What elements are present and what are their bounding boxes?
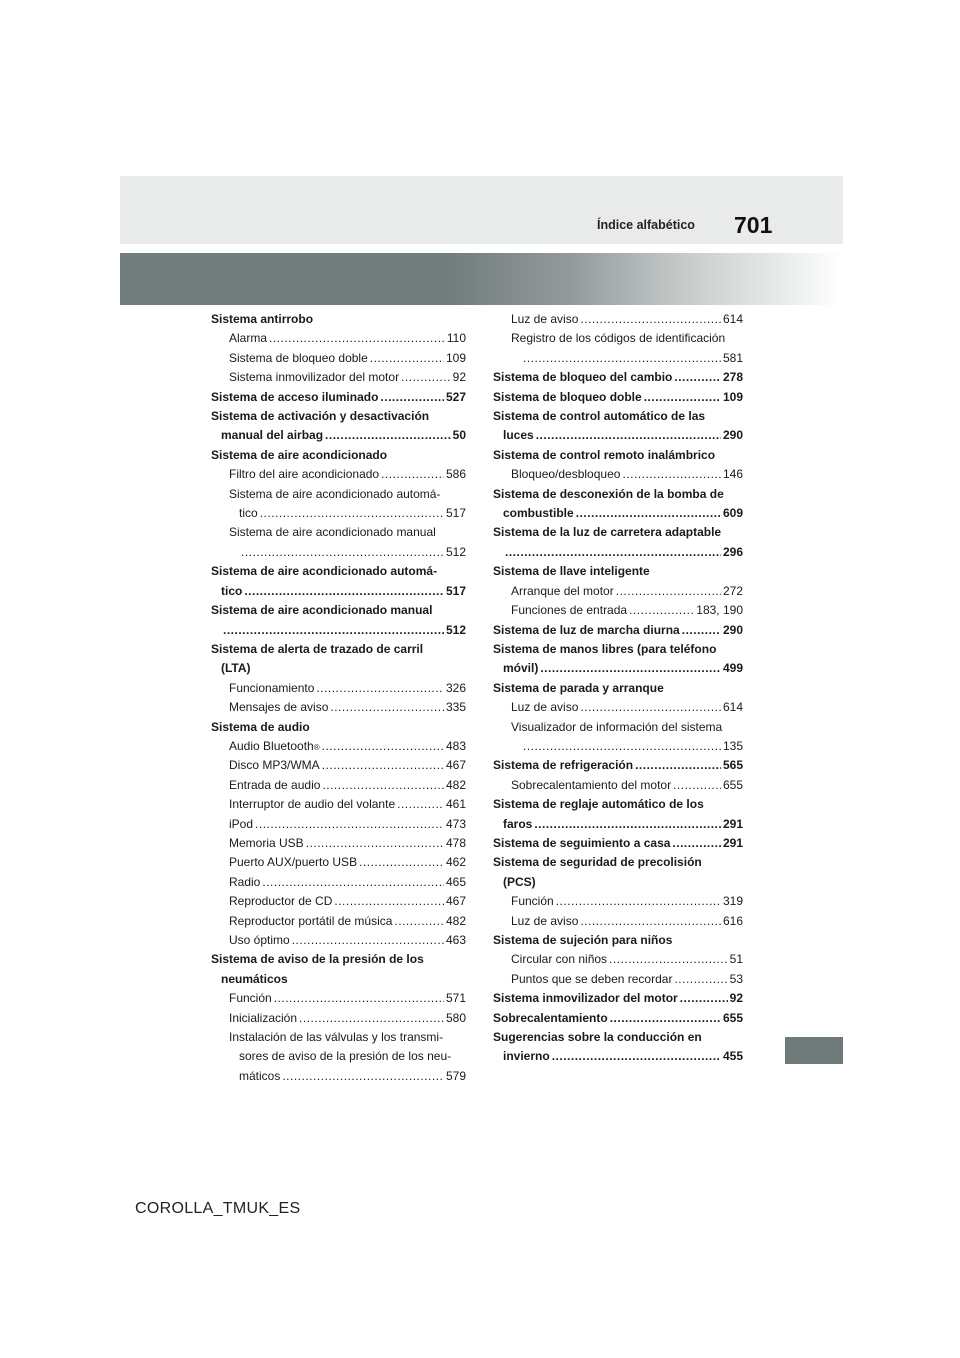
entry-text: Sistema de la luz de carretera adaptable	[493, 525, 722, 540]
dot-leader	[381, 465, 444, 484]
page-reference: 50	[452, 428, 466, 443]
page-reference: 655	[722, 777, 743, 792]
entry-text: Sistema de seguimiento a casa	[493, 835, 671, 850]
index-subentry	[493, 310, 743, 329]
entry-text: tico	[239, 506, 258, 521]
index-entry	[493, 621, 743, 640]
index-subentry	[493, 698, 743, 717]
entry-text: Sistema de bloqueo doble	[229, 350, 368, 365]
page-reference: 135	[722, 738, 743, 753]
page-reference: 517	[445, 506, 466, 521]
index-subentry: Audio Bluetooth ® ..... 483	[211, 737, 466, 756]
page-reference: 92	[452, 370, 466, 385]
page-reference: 291	[722, 835, 743, 850]
page-reference: 296	[722, 544, 743, 559]
entry-text: Audio Bluetooth	[229, 738, 314, 753]
page-reference: 517	[445, 583, 466, 598]
entry-text: Función	[229, 991, 272, 1006]
dot-leader	[316, 679, 444, 698]
dot-leader	[505, 543, 721, 562]
entry-text: Sistema de luz de marcha diurna	[493, 622, 680, 637]
page-reference: 581	[722, 350, 743, 365]
index-entry	[211, 950, 466, 989]
page-reference: 110	[446, 331, 466, 346]
index-subentry	[211, 931, 466, 950]
dot-leader	[635, 756, 721, 775]
index-subentry	[211, 368, 466, 387]
entry-text: Uso óptimo	[229, 933, 290, 947]
page-reference: 565	[722, 758, 743, 773]
entry-text: máticos	[239, 1068, 281, 1083]
index-subentry	[211, 1009, 466, 1028]
entry-text: Sistema de llave inteligente	[493, 564, 650, 579]
index-subentry	[493, 465, 743, 484]
page-reference: 614	[722, 700, 743, 715]
page-reference: 580	[445, 1010, 466, 1025]
entry-text: Sistema de refrigeración	[493, 758, 634, 773]
index-entry	[211, 310, 466, 329]
entry-text: móvil)	[503, 661, 539, 676]
entry-text: luces	[503, 428, 534, 443]
entry-text: Interruptor de audio del volante	[229, 797, 396, 812]
entry-text: neumáticos	[221, 971, 288, 986]
dot-leader	[673, 776, 721, 795]
entry-text: Filtro del aire acondicionado	[229, 467, 380, 482]
entry-text: Sistema de aire acondicionado automá-	[229, 486, 441, 501]
index-subentry	[211, 834, 466, 853]
entry-text: Luz de aviso	[511, 913, 579, 928]
page-reference: 478	[445, 835, 466, 850]
document-code: COROLLA_TMUK_ES	[135, 1200, 301, 1217]
entry-text: Sobrecalentamiento	[493, 1010, 608, 1025]
dot-leader	[401, 368, 451, 387]
entry-text: Sistema antirrobo	[211, 312, 314, 326]
entry-text: Luz de aviso	[511, 700, 579, 715]
entry-text: Sistema de control remoto inalámbrico	[493, 447, 716, 462]
page-reference: 527	[445, 389, 466, 404]
page-reference: 609	[722, 506, 743, 521]
index-entry	[493, 679, 743, 698]
index-entry	[493, 1028, 743, 1067]
entry-text: sores de aviso de la presión de los neu-	[239, 1049, 452, 1064]
index-subentry	[211, 349, 466, 368]
dot-leader	[397, 795, 444, 814]
entry-text: Sistema inmovilizador del motor	[493, 991, 678, 1006]
dot-leader	[680, 989, 728, 1008]
dot-leader	[580, 912, 721, 931]
dot-leader	[274, 989, 444, 1008]
entry-text: Visualizador de información del sistema	[511, 719, 723, 734]
dot-leader	[672, 834, 721, 853]
page-reference: 483	[445, 738, 466, 753]
page-reference: 655	[722, 1010, 743, 1025]
index-subentry	[211, 892, 466, 911]
index-subentry	[493, 892, 743, 911]
index-subentry	[211, 485, 466, 524]
entry-text: Sistema de aire acondicionado manual	[229, 525, 436, 540]
dot-leader	[644, 388, 721, 407]
entry-text: iPod	[229, 816, 254, 831]
dot-leader	[674, 970, 727, 989]
index-subentry	[493, 718, 743, 757]
index-entry	[493, 1009, 743, 1028]
index-entry	[493, 388, 743, 407]
dot-leader	[616, 582, 721, 601]
page-reference: 512	[445, 622, 466, 637]
index-entry	[211, 388, 466, 407]
entry-text: Puerto AUX/puerto USB	[229, 855, 358, 870]
page-reference: 482	[445, 777, 466, 792]
index-entry	[493, 640, 743, 679]
index-entry	[493, 485, 743, 524]
entry-text: (LTA)	[221, 661, 251, 676]
dot-leader	[610, 1009, 721, 1028]
page-reference: 272	[722, 583, 743, 598]
entry-text: Memoria USB	[229, 835, 304, 850]
dot-leader	[523, 737, 721, 756]
entry-text: Sistema de manos libres (para teléfono	[493, 641, 717, 656]
dot-leader	[330, 698, 444, 717]
index-subentry	[211, 756, 466, 775]
entry-text: Entrada de audio	[229, 777, 321, 792]
dot-leader	[556, 892, 721, 911]
entry-text: Puntos que se deben recordar	[511, 971, 673, 986]
dot-leader	[241, 543, 444, 562]
index-entry	[211, 407, 466, 446]
entry-text: Sistema de aviso de la presión de los	[211, 952, 424, 967]
page-reference: 462	[445, 855, 466, 870]
index-entry	[211, 446, 466, 465]
section-title: Índice alfabético	[597, 218, 695, 232]
entry-text: Disco MP3/WMA	[229, 758, 320, 773]
dot-leader	[334, 892, 444, 911]
index-subentry	[493, 970, 743, 989]
page-reference: 616	[722, 913, 743, 928]
index-subentry	[211, 815, 466, 834]
page-reference: 53	[729, 971, 743, 986]
entry-text: Mensajes de aviso	[229, 700, 329, 715]
dot-leader	[322, 776, 444, 795]
index-entry	[493, 523, 743, 562]
entry-text: Alarma	[229, 331, 268, 346]
dot-leader	[299, 1009, 444, 1028]
page-reference: 326	[445, 680, 466, 695]
page-number: 701	[734, 212, 773, 238]
dot-leader	[576, 504, 721, 523]
entry-text: Bloqueo/desbloqueo	[511, 467, 621, 482]
index-column-right	[493, 310, 743, 1067]
dot-leader	[260, 504, 444, 523]
entry-text: Sistema inmovilizador del motor	[229, 370, 400, 385]
dot-leader	[306, 834, 444, 853]
page-reference: 183, 190	[696, 603, 743, 618]
index-entry	[211, 601, 466, 640]
index-side-tab	[785, 1037, 843, 1064]
page-reference: 109	[722, 389, 743, 404]
dot-leader	[534, 815, 721, 834]
dot-leader	[292, 931, 444, 950]
page-reference: 512	[445, 544, 466, 559]
page-reference: 571	[445, 991, 466, 1006]
page-reference: 335	[445, 700, 466, 715]
dot-leader	[552, 1047, 721, 1066]
index-entry	[493, 989, 743, 1008]
page-reference: 463	[445, 933, 466, 947]
dot-leader	[674, 368, 721, 387]
entry-text: Sistema de control automático de las	[493, 409, 706, 424]
dot-leader	[325, 426, 451, 445]
dot-leader	[322, 737, 444, 756]
page-reference: 455	[722, 1049, 743, 1064]
entry-text: Funcionamiento	[229, 680, 315, 695]
entry-text: tico	[221, 583, 243, 598]
dot-leader	[523, 349, 721, 368]
index-subentry	[493, 601, 743, 620]
index-subentry	[493, 776, 743, 795]
page-reference: 467	[445, 758, 466, 773]
page-reference: 614	[722, 312, 743, 326]
index-entry	[493, 834, 743, 853]
entry-text: manual del airbag	[221, 428, 324, 443]
entry-text: Sistema de activación y desactivación	[211, 409, 430, 424]
index-subentry	[211, 795, 466, 814]
index-subentry	[211, 873, 466, 892]
dot-leader	[536, 426, 721, 445]
entry-text: Sistema de acceso iluminado	[211, 389, 379, 404]
dot-leader	[394, 912, 444, 931]
entry-text: Sistema de seguridad de precolisión	[493, 855, 702, 870]
entry-text: Arranque del motor	[511, 583, 614, 598]
index-subentry	[493, 329, 743, 368]
entry-text: invierno	[503, 1049, 550, 1064]
entry-text: Sistema de sujeción para niños	[493, 933, 673, 947]
index-entry	[493, 795, 743, 834]
dot-leader	[380, 388, 444, 407]
page-reference: 586	[445, 467, 466, 482]
entry-text: combustible	[503, 506, 574, 521]
entry-text: Circular con niños	[511, 952, 608, 967]
entry-text: Sistema de aire acondicionado	[211, 447, 388, 462]
dot-leader	[269, 329, 445, 348]
index-subentry	[211, 989, 466, 1008]
page-reference: 465	[445, 874, 466, 889]
entry-text: Reproductor de CD	[229, 894, 333, 909]
index-entry	[493, 407, 743, 446]
entry-text: Radio	[229, 874, 261, 889]
entry-text: faros	[503, 816, 533, 831]
entry-text: Sistema de desconexión de la bomba de	[493, 486, 724, 501]
index-entry	[493, 562, 743, 581]
page-reference: 51	[729, 952, 743, 967]
page-reference: 278	[722, 370, 743, 385]
entry-text: Inicialización	[229, 1010, 298, 1025]
page-reference: 92	[729, 991, 743, 1006]
dot-leader	[244, 582, 444, 601]
index-entry	[493, 853, 743, 892]
index-subentry	[211, 329, 466, 348]
dot-leader	[359, 853, 444, 872]
dot-leader	[262, 873, 444, 892]
entry-text: Función	[511, 894, 554, 909]
index-subentry	[211, 776, 466, 795]
index-entry	[493, 368, 743, 387]
index-subentry	[493, 582, 743, 601]
dot-leader	[580, 310, 721, 329]
index-entry	[211, 718, 466, 737]
page-reference: 473	[445, 816, 466, 831]
page-reference: 467	[445, 894, 466, 909]
dot-leader	[540, 659, 721, 678]
index-entry	[211, 640, 466, 679]
index-subentry	[493, 950, 743, 969]
entry-text: Registro de los códigos de identificación	[511, 331, 726, 346]
page-reference: 109	[445, 350, 466, 365]
entry-text: Luz de aviso	[511, 312, 579, 326]
entry-text: Sistema de reglaje automático de los	[493, 797, 704, 812]
page-reference: 291	[722, 816, 743, 831]
index-entry	[211, 562, 466, 601]
index-subentry	[493, 912, 743, 931]
entry-text: Sobrecalentamiento del motor	[511, 777, 672, 792]
dot-leader	[622, 465, 721, 484]
page-reference: 146	[722, 467, 743, 482]
entry-text: Sistema de parada y arranque	[493, 680, 664, 695]
entry-text: Sistema de bloqueo del cambio	[493, 370, 673, 385]
page-reference: 579	[445, 1068, 466, 1083]
index-subentry	[211, 1028, 466, 1086]
page-reference: 499	[722, 661, 743, 676]
entry-text: Sistema de audio	[211, 719, 310, 734]
index-subentry	[211, 465, 466, 484]
header-gradient-bar	[120, 253, 843, 305]
entry-text: Sistema de aire acondicionado manual	[211, 603, 433, 618]
page-reference: 290	[722, 622, 743, 637]
index-entry	[493, 931, 743, 950]
entry-text: Instalación de las válvulas y los transmi-	[229, 1030, 444, 1045]
dot-leader	[370, 349, 444, 368]
index-column-left	[211, 310, 466, 1086]
entry-text: Sugerencias sobre la conducción en	[493, 1030, 702, 1045]
dot-leader	[580, 698, 721, 717]
index-entry	[493, 446, 743, 465]
index-subentry	[211, 912, 466, 931]
dot-leader	[282, 1067, 444, 1086]
page-reference: 319	[722, 894, 743, 909]
index-subentry	[211, 698, 466, 717]
dot-leader	[682, 621, 721, 640]
entry-text: Sistema de alerta de trazado de carril	[211, 641, 424, 656]
index-subentry	[211, 679, 466, 698]
index-subentry	[211, 853, 466, 872]
entry-text: Funciones de entrada	[511, 603, 628, 618]
entry-text: Sistema de aire acondicionado automá-	[211, 564, 438, 579]
entry-text: Reproductor portátil de música	[229, 913, 393, 928]
entry-text: Sistema de bloqueo doble	[493, 389, 642, 404]
index-entry	[493, 756, 743, 775]
dot-leader	[322, 756, 444, 775]
dot-leader	[629, 601, 694, 620]
entry-text: (PCS)	[503, 874, 536, 889]
page-reference: 461	[445, 797, 466, 812]
page-reference: 482	[445, 913, 466, 928]
page-reference: 290	[722, 428, 743, 443]
index-subentry	[211, 523, 466, 562]
dot-leader	[609, 950, 728, 969]
dot-leader	[255, 815, 444, 834]
dot-leader	[223, 621, 444, 640]
